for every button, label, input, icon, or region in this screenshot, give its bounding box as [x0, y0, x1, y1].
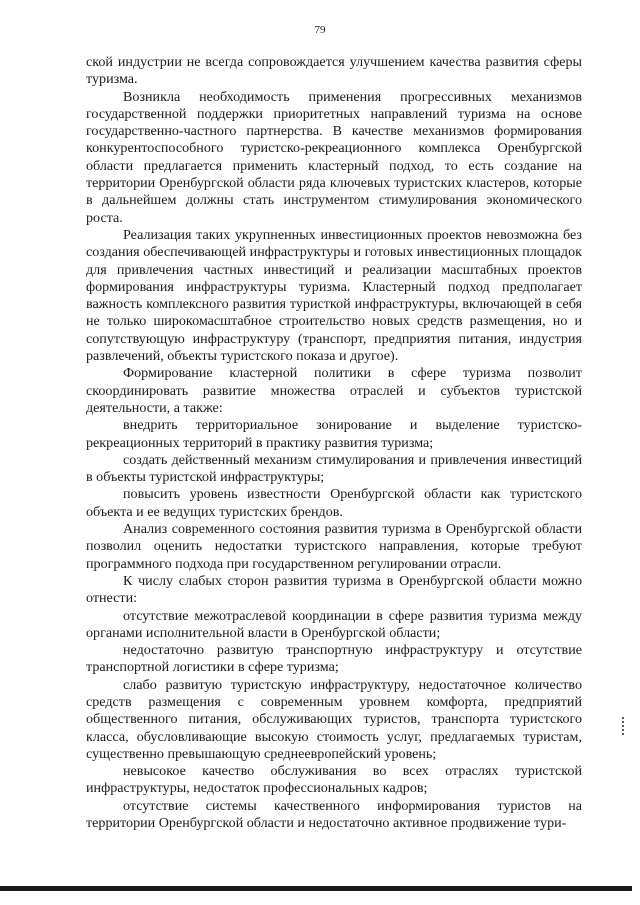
list-item: недостаточно развитую транспортную инфраструктуру и отсутствие транспортной логистики в сфере туризма; — [86, 642, 582, 676]
paragraph: Анализ современного состояния развития туризма в Оренбургской области позволил оценить недостатки туристского направления, которые требуют программного подхода при государственном регулировании отрасли. — [86, 521, 582, 572]
list-item: слабо развитую туристскую инфраструктуру, недостаточное количество средств размещения с современным уровнем комфорта, предприятий общественного питания, обслуживающих туристов, транспорта туристского класса, обусловливающие высокую стоимость услуг, предлагаемых туристам, существенно превышающую среднеевропейский уровень; — [86, 676, 582, 762]
paragraph: Формирование кластерной политики в сфере туризма позволит скоординировать развитие множества отраслей и субъектов туристской деятельности, а также: — [86, 365, 582, 416]
list-item: отсутствие системы качественного информирования туристов на территории Оренбургской области и недостаточно активное продвижение тури- — [86, 797, 582, 832]
scan-margin-mark — [622, 717, 627, 735]
paragraph: К числу слабых сторон развития туризма в Оренбургской области можно отнести: — [86, 572, 582, 607]
list-item: невысокое качество обслуживания во всех отраслях туристской инфраструктуры, недостаток профессиональных кадров; — [86, 763, 582, 797]
page-number: 79 — [314, 24, 326, 36]
bottom-rule-divider — [0, 886, 632, 891]
list-item: внедрить территориальное зонирование и выделение туристско-рекреационных территорий в практику развития туризма; — [86, 417, 582, 451]
paragraph: Реализация таких укрупненных инвестиционных проектов невозможна без создания обеспечивающей инфраструктуры и готовых инвестиционных площадок для привлечения частных инвестиций и реализации масштабных проектов формирования инфраструктуры туризма. Кластерный подход предполагает важность комплексного развития туристкой инфраструктуры, включающей в себя не только широкомасштабное строительство новых средств размещения, но и сопутствующую инфраструктуру (транспорт, предприятия питания, индустрия развлечений, объекты туристского показа и другое). — [86, 226, 582, 365]
paragraph: ской индустрии не всегда сопровождается улучшением качества развития сферы туризма. — [86, 54, 582, 88]
document-body — [86, 54, 582, 832]
list-item: повысить уровень известности Оренбургской области как туристского объекта и ее ведущих туристских брендов. — [86, 486, 582, 520]
paragraph: Возникла необходимость применения прогрессивных механизмов государственной поддержки приоритетных направлений туризма на основе государственно-частного партнерства. В качестве механизмов формирования конкурентоспособного туристско-рекреационного комплекса Оренбургской области предлагается применить кластерный подход, то есть создание на территории Оренбургской области ряда ключевых туристских кластеров, которые в дальнейшем должны стать инструментом стимулирования экономического роста. — [86, 88, 582, 226]
list-item: создать действенный механизм стимулирования и привлечения инвестиций в объекты туристской инфраструктуры; — [86, 451, 582, 486]
list-item: отсутствие межотраслевой координации в сфере развития туризма между органами исполнительной власти в Оренбургской области; — [86, 607, 582, 641]
